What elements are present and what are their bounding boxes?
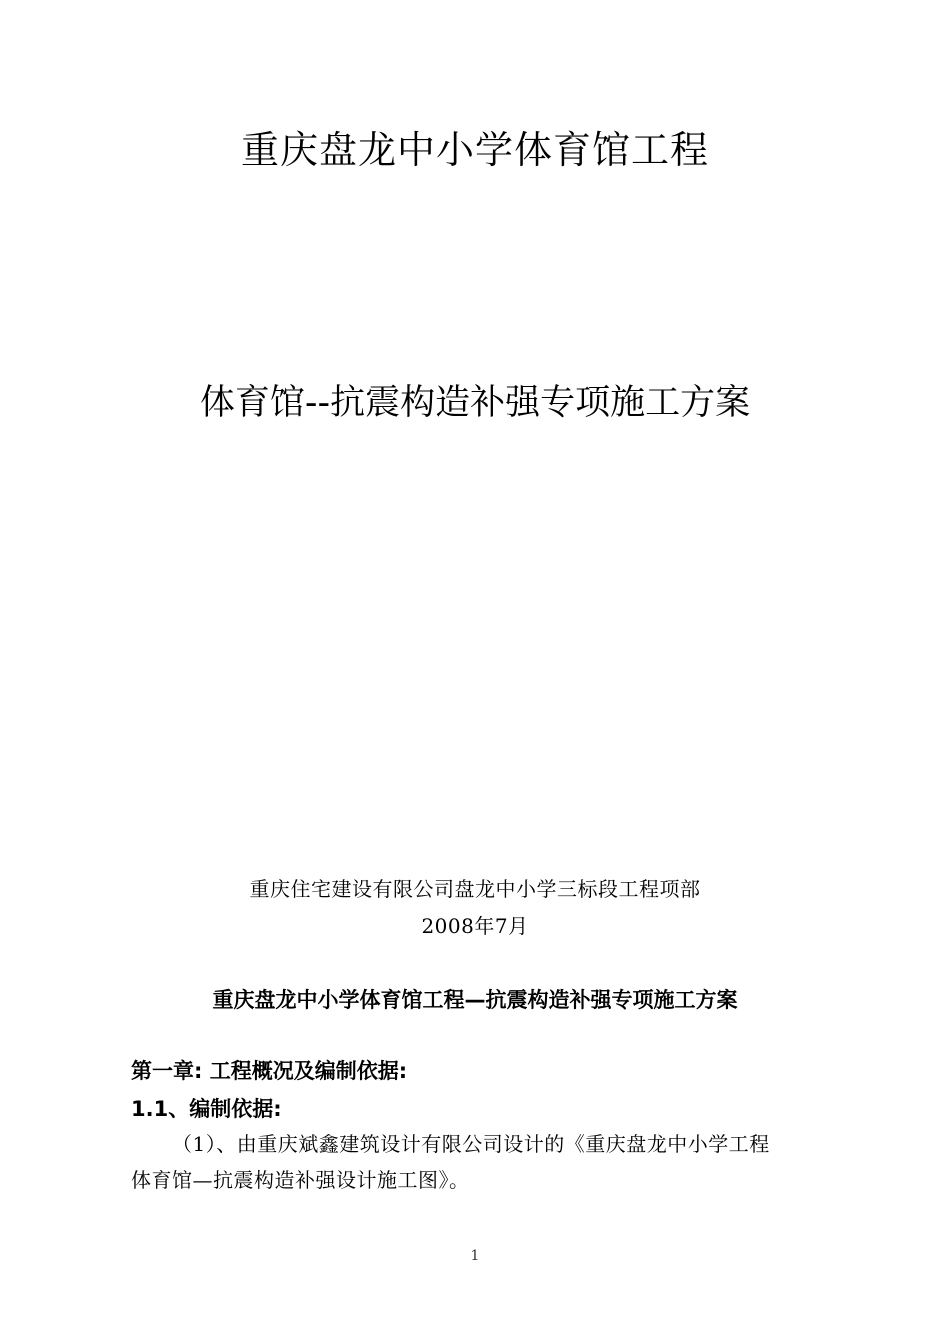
plan-title: 体育馆--抗震构造补强专项施工方案 — [199, 383, 751, 423]
section-title: 重庆盘龙中小学体育馆工程—抗震构造补强专项施工方案 — [212, 988, 738, 1012]
paragraph-line: 体育馆—抗震构造补强设计施工图》。 — [131, 1168, 470, 1192]
chapter-heading: 第一章: 工程概况及编制依据: — [131, 1059, 408, 1083]
document-date: 2008年7月 — [421, 914, 529, 938]
paragraph-line: （1）、由重庆斌鑫建筑设计有限公司设计的《重庆盘龙中小学工程 — [172, 1132, 770, 1156]
subsection-heading: 1.1、编制依据: — [131, 1097, 282, 1121]
page-number: 1 — [470, 1248, 480, 1264]
organization-name: 重庆住宅建设有限公司盘龙中小学三标段工程项部 — [249, 877, 701, 901]
main-title: 重庆盘龙中小学体育馆工程 — [240, 128, 709, 172]
